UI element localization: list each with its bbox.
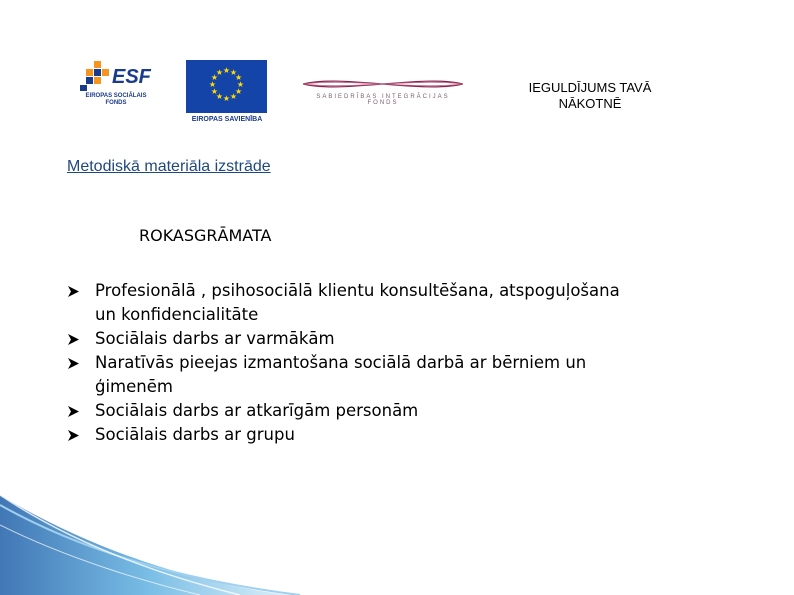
sif-logo (303, 74, 463, 114)
svg-text:★: ★ (210, 87, 218, 96)
svg-text:★: ★ (222, 94, 231, 103)
eu-flag-icon (186, 60, 267, 113)
arrow-bullet-icon (67, 333, 80, 346)
svg-text:★: ★ (210, 73, 218, 82)
arrow-bullet-icon (67, 429, 80, 442)
slogan (504, 80, 676, 112)
esf-logo-word: ESF (112, 66, 151, 88)
svg-text:★: ★ (208, 80, 217, 89)
arrow-bullet-icon (67, 357, 80, 370)
eu-logo (186, 60, 268, 126)
svg-text:★: ★ (229, 92, 238, 102)
slogan-line-1: IEGULDĪJUMS TAVĀ (528, 80, 652, 95)
list-item (67, 327, 727, 351)
list-item-line-2: un konfidencialitāte (95, 305, 259, 324)
logo-bar (0, 0, 794, 140)
list-item (67, 399, 727, 423)
svg-text:★: ★ (235, 73, 243, 82)
list-item-line-1: Sociālais darbs ar atkarīgām personām (95, 401, 419, 420)
list-item-line-1: Profesionālā , psihosociālā klientu konsultēšana, atspoguļošana (95, 281, 620, 300)
list-item-line-2: ģimenēm (95, 377, 173, 396)
sif-logo-caption: SABIEDRĪBAS INTEGRĀCIJAS FONDS (316, 94, 450, 106)
svg-text:★: ★ (235, 87, 243, 96)
arrow-bullet-icon (67, 285, 80, 298)
svg-text:★: ★ (215, 92, 224, 102)
list-item (67, 423, 727, 447)
eu-logo-caption: EIROPAS SAVIENĪBA (191, 116, 263, 123)
list-item (67, 351, 727, 399)
decorative-wave-graphic (0, 495, 794, 595)
svg-text:★: ★ (215, 67, 224, 77)
sif-wave-icon (303, 74, 463, 94)
section-subtitle-link[interactable]: Metodiskā materiāla izstrāde (67, 158, 271, 175)
esf-mark-icon (80, 60, 114, 92)
arrow-bullet-icon (67, 405, 80, 418)
esf-logo (80, 60, 152, 120)
svg-text:★: ★ (229, 67, 238, 77)
svg-text:★: ★ (236, 80, 245, 89)
slogan-line-2: NĀKOTNĒ (558, 96, 622, 111)
esf-logo-subtext: EIROPAS SOCIĀLAIS FONDS (85, 93, 147, 106)
list-item-line-1: Sociālais darbs ar grupu (95, 425, 295, 444)
list-item-line-1: Naratīvās pieejas izmantošana sociālā darbā ar bērniem un (95, 353, 587, 372)
topic-list (67, 279, 727, 447)
svg-text:★: ★ (222, 66, 231, 75)
document-heading: ROKASGRĀMATA (139, 226, 272, 245)
list-item-line-1: Sociālais darbs ar varmākām (95, 329, 335, 348)
list-item (67, 279, 727, 327)
